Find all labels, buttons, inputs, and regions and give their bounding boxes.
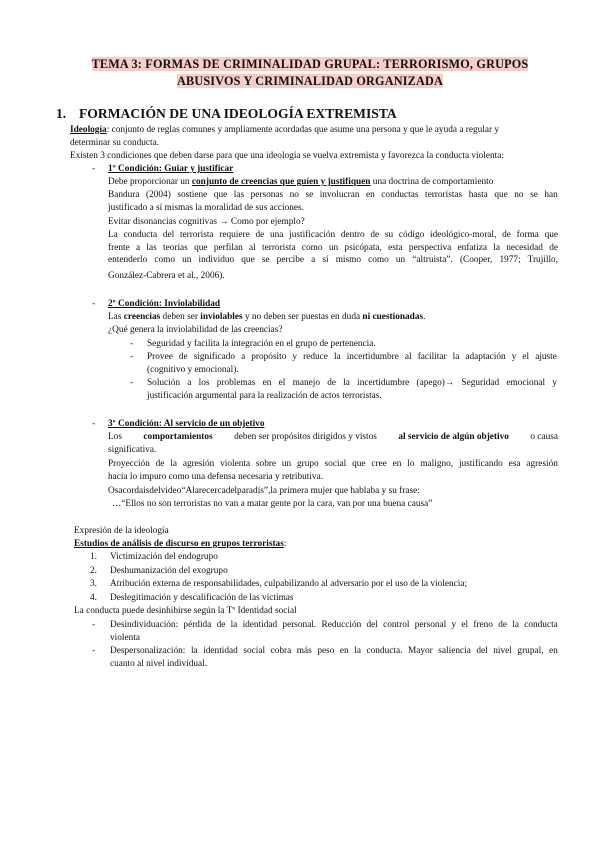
expresion-heading: Expresión de la ideología [74,526,169,536]
cond3-heading: 3º Condición: Al servicio de un objetivo [108,419,265,429]
desinhibir-item-2-line2: cuanto al nivel individual. [110,659,208,669]
estudios-item-number: 1. [90,552,97,562]
cond3-quote: …“Ellos no son terroristas no van a matar gente por la cara, van por una buena causa” [112,499,433,509]
bullet-marker: - [130,378,134,388]
desinhibir-item-1-line1: Desindividuación: pérdida de la identidad personal. Reducción del control personal y el freno de la conducta [110,620,558,630]
cond3-l1-e: o causa [530,432,558,442]
cond3-l1-d: al servicio de algún objetivo [398,432,509,442]
cond2-l1-a: Las [108,312,124,322]
cond2-l1-g: . [423,312,426,322]
estudios-item-2: Deshumanización del exogrupo [110,566,228,576]
cond1-l1-pre: Debe proporcionar un [108,177,192,187]
cond3-proyeccion-line1: Proyección de la agresión violenta sobre un grupo social que cree en lo maligno, justificando esa agresión [108,459,558,469]
desinhibir-item-1-line2: violenta [110,633,140,643]
cond2-bullet-2-cont: (cognitivo y emocional). [147,365,239,375]
section-number: 1. [56,106,67,121]
cond2-heading: 2º Condición: Inviolabilidad [108,299,221,309]
document-title [60,56,560,90]
cond2-l1-d: inviolables [200,312,243,322]
conditions-intro: Existen 3 condiciones que deben darse para que una ideología se vuelva extremista y favorezca la conducta violenta: [70,151,504,161]
cond3-marker: - [92,419,96,429]
estudios-item-number: 3. [90,579,97,589]
desinhibir-heading: La conducta puede desinhibirse según la Tº Identidad social [74,606,297,616]
bullet-marker: - [130,339,134,349]
cond3-l1-c: deben ser propósitos dirigidos y vistos [234,432,377,442]
cond1-line1 [108,176,493,189]
cond1-heading: 1º Condición: Guiar y justificar [108,164,234,174]
title-line-1: TEMA 3: FORMAS DE CRIMINALIDAD GRUPAL: TERRORISMO, GRUPOS [91,57,529,71]
cond1-bandura-line1: Bandura (2004) sostiene que las personas no se involucran en conductas terroristas hasta que no se han [108,190,558,200]
cond2-bullet-3-cont: justificación argumental para la realización de actos terroristas. [147,391,382,401]
ideologia-definition-line-1 [70,124,499,137]
cond2-bullet-1: Seguridad y facilita la integración en el grupo de pertenencia. [147,339,376,349]
estudios-title: Estudios de análisis de discurso en grupos terroristas [74,539,284,549]
cond3-video: Osacordaisdelvideo“Alarecercadelparadís”,la primera mujer que hablaba y su frase: [108,486,420,496]
estudios-item-number: 2. [90,566,97,576]
cond1-marker: - [92,164,96,174]
cond2-question: ¿Qué genera la inviolabilidad de las creencias? [108,325,283,335]
cond1-evitar: Evitar disonancias cognitivas → Como por ejemplo? [108,217,305,227]
cond2-l1-b: creencias [123,312,161,322]
cond1-conducta-line4: González-Cabrera et al., 2006). [108,271,225,281]
cond3-l1-a: Los [108,432,122,442]
cond2-l1-c: deben ser [160,312,201,322]
cond2-bullet-2: Provee de significado a propósito y reduce la incertidumbre al facilitar la adaptación y el ajuste [147,352,557,362]
section-heading [56,106,397,122]
cond3-line1 [108,431,558,444]
estudios-heading [74,538,286,551]
estudios-item-4: Deslegitimación y descalificación de las víctimas [110,593,294,603]
title-line-2: ABUSIVOS Y CRIMINALIDAD ORGANIZADA [176,74,443,88]
estudios-item-1: Victimización del endogrupo [110,552,218,562]
estudios-colon: : [283,539,287,549]
cond2-l1-e: y no deben ser puestas en duda [242,312,363,322]
cond1-l1-bold: conjunto de creencias que guíen y justifiquen [191,177,371,187]
cond2-l1-f: ni cuestionadas [362,312,424,322]
bullet-marker: - [130,352,134,362]
bullet-marker: - [92,646,96,656]
cond3-line2: significativa. [108,445,157,455]
desinhibir-item-2-line1: Despersonalización: la identidad social cobra más peso en la conducta. Mayor saliencia del nivel grupal, en [110,646,558,656]
cond2-line1 [108,311,425,324]
section-title: FORMACIÓN DE UNA IDEOLOGÍA EXTREMISTA [79,106,397,121]
bullet-marker: - [92,620,96,630]
cond1-conducta-paragraph [108,229,558,267]
cond1-conducta-line3: entenderlo como un individuo que se percibe a sí mismo como un “altruista”. (Cooper, 1977; Trujillo, [108,255,558,266]
ideologia-def-text: : conjunto de reglas comunes y ampliamente acordadas que asume una persona y que le ayuda a regular y [106,125,500,135]
estudios-item-number: 4. [90,593,97,603]
estudios-item-3: Atribución externa de responsabilidades, culpabilizando al adversario por el uso de la violencia; [110,579,468,589]
cond2-bullet-3: Solución a los problemas en el manejo de la incertidumbre (apego)→ Seguridad emocional y [147,378,557,388]
cond1-conducta-line2: frente a las teorías que perfilan al terrorista como un psicópata, esta perspectiva enfatiza la necesidad de [108,242,558,253]
cond3-proyeccion-line2: hacia lo impuro como una defensa necesaria y retributiva. [108,472,324,482]
cond3-l1-b: comportamientos [143,432,213,442]
ideologia-definition-line-2: determinar su conducta. [70,138,160,148]
ideologia-term: Ideología [70,125,107,135]
cond1-conducta-line1: La conducta del terrorista requiere de una justificación dentro de su código ideológico-moral, de forma que [108,230,558,240]
cond1-l1-post: una doctrina de comportamiento [370,177,494,187]
cond2-marker: - [92,299,96,309]
cond1-bandura-line2: justificado a sí mismas la moralidad de sus acciones. [108,203,304,213]
